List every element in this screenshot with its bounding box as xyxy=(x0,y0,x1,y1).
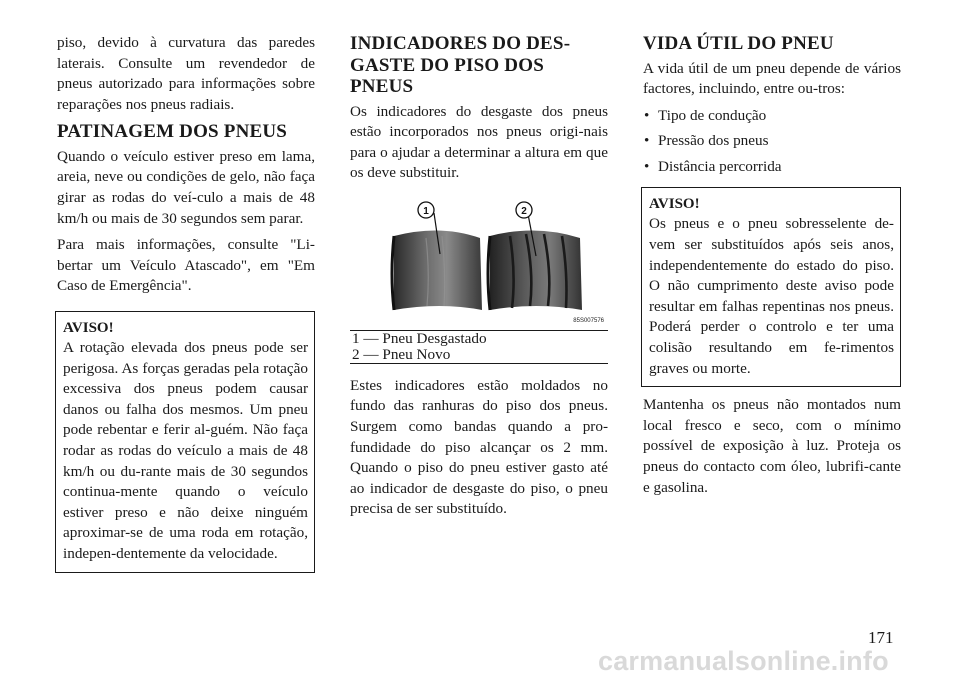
indicadores-paragraph-2: Estes indicadores estão moldados no fundo das ranhuras do piso dos pneus. Surgem como bandas quando a pro-fundidade do piso alcançar os 2 mm. Quando o piso do pneu estiver gasto até ao indicador de desgaste do piso, o pneu precisa de ser substituído. xyxy=(350,376,608,518)
callout-2-label: 2 xyxy=(521,205,527,217)
list-item-text: Tipo de condução xyxy=(658,106,767,124)
figure-code: 85S007576 xyxy=(573,317,604,324)
column-left xyxy=(57,33,315,581)
new-tire-icon xyxy=(488,230,582,310)
bullet-icon: • xyxy=(644,157,650,175)
watermark: carmanualsonline.info xyxy=(598,646,889,676)
list-item xyxy=(643,157,901,178)
patinagem-paragraph-2: Para mais informações, consulte "Li-bertar um Veículo Atascado", em "Em Caso de Emergência". xyxy=(57,236,315,295)
indicadores-paragraph-1: Os indicadores do desgaste dos pneus estão incorporados nos pneus origi-nais para o ajudar a determinar a altura em que os deve substituir. xyxy=(350,102,608,182)
column-right xyxy=(643,33,901,504)
warning-box-age xyxy=(641,187,901,387)
bullet-icon: • xyxy=(644,106,650,124)
intro-paragraph: piso, devido à curvatura das paredes laterais. Consulte um revendedor de pneus autorizado para informações sobre reparações nos pneus radiais. xyxy=(57,34,315,113)
warning-title: AVISO! xyxy=(63,320,114,337)
caption-item-1: 1 — Pneu Desgastado xyxy=(352,329,487,347)
tire-illustration xyxy=(350,198,608,326)
column-middle xyxy=(350,33,608,526)
figure-caption xyxy=(350,330,608,364)
caption-item-2: 2 — Pneu Novo xyxy=(352,345,451,363)
list-item-text: Distância percorrida xyxy=(658,157,782,175)
bullet-icon: • xyxy=(644,132,650,150)
heading-indicadores: INDICADORES DO DES-GASTE DO PISO DOS PNEUS xyxy=(350,33,571,97)
callout-1-label: 1 xyxy=(423,205,429,217)
worn-tire-icon xyxy=(392,230,482,310)
warning-box-spin xyxy=(55,311,315,573)
tire-wear-figure xyxy=(350,198,608,326)
warning-title: AVISO! xyxy=(649,196,700,213)
warning-text: A rotação elevada dos pneus pode ser perigosa. As forças geradas pela rotação excessiva dos pneus podem causar danos ou falha dos mesmos. Um pneu pode rebentar e ferir al-guém. Não faça rodar as rodas do veículo a mais de 48 km/h ou du-rante mais de 30 segundos continua-mente quando o veículo estiver preso e não deixe ninguém aproximar-se de uma roda em rotação, indepen-dentemente da velocidade. xyxy=(63,339,308,562)
list-item xyxy=(643,106,901,127)
list-item xyxy=(643,131,901,152)
heading-patinagem: PATINAGEM DOS PNEUS xyxy=(57,121,288,143)
heading-vida-util: VIDA ÚTIL DO PNEU xyxy=(643,33,834,54)
page-number: 171 xyxy=(868,628,894,647)
factors-list xyxy=(643,106,901,178)
vida-util-paragraph-1: A vida útil de um pneu depende de vários factores, incluindo, entre ou-tros: xyxy=(643,59,901,98)
warning-text: Os pneus e o pneu sobresselente de-vem ser substituídos após seis anos, independentemente do estado do piso. O não cumprimento deste aviso pode resultar em falhas repentinas nos pneus. Poderá perder o controlo e ter uma colisão resultando em fe-rimentos graves ou morte. xyxy=(649,215,894,377)
patinagem-paragraph-1: Quando o veículo estiver preso em lama, areia, neve ou condições de gelo, não faça girar as rodas do veí-culo a mais de 48 km/h ou mais de 30 segundos sem parar. xyxy=(57,147,315,227)
vida-util-paragraph-2: Mantenha os pneus não montados num local fresco e seco, com o mínimo possível de exposição à luz. Proteja os pneus do contacto com óleo, lubrifi-cante e gasolina. xyxy=(643,396,901,496)
list-item-text: Pressão dos pneus xyxy=(658,132,769,150)
